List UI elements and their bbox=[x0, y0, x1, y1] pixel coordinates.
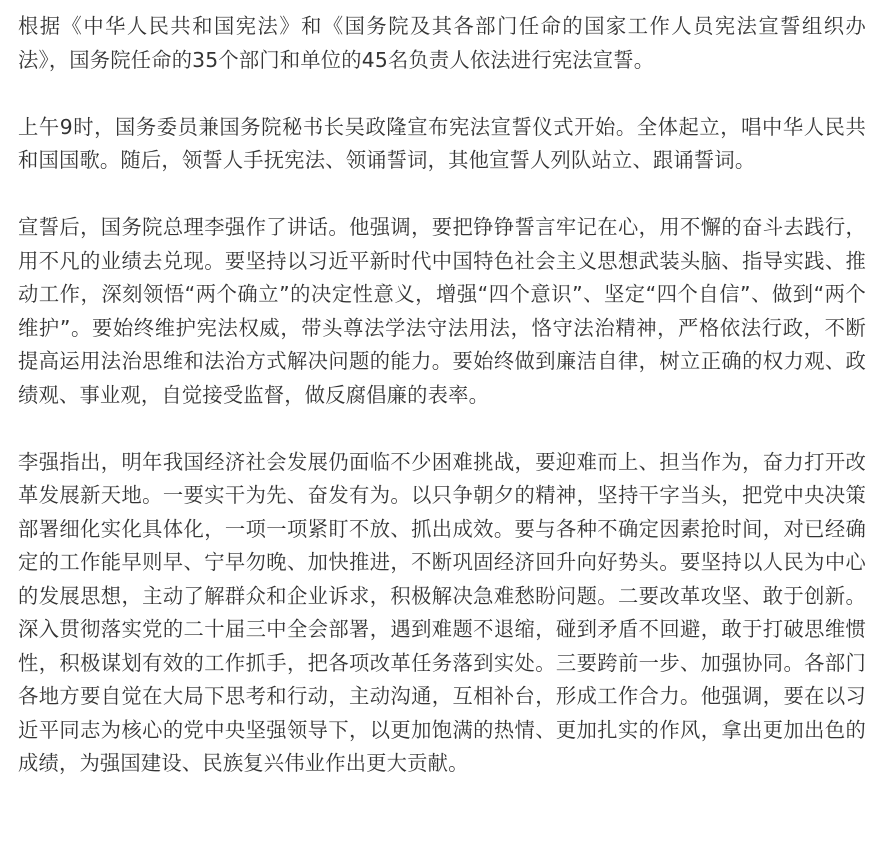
paragraph-premier-remarks: 李强指出，明年我国经济社会发展仍面临不少困难挑战，要迎难而上、担当作为，奋力打开改革发展新天地。一要实干为先、奋发有为。以只争朝夕的精神，坚持干字当头，把党中央决策部署细化实化具体化，一项一项紧盯不放、抓出成效。要与各种不确定因素抢时间，对已经确定的工作能早则早、宁早勿晚、加快推进，不断巩固经济回升向好势头。要坚持以人民为中心的发展思想，主动了解群众和企业诉求，积极解决急难愁盼问题。二要改革攻坚、敢于创新。深入贯彻落实党的二十届三中全会部署，遇到难题不退缩，碰到矛盾不回避，敢于打破思维惯性，积极谋划有效的工作抓手，把各项改革任务落到实处。三要跨前一步、加强协同。各部门各地方要自觉在大局下思考和行动，主动沟通，互相补台，形成工作合力。他强调，要在以习近平同志为核心的党中央坚强领导下，以更加饱满的热情、更加扎实的作风，拿出更加出色的成绩，为强国建设、民族复兴伟业作出更大贡献。 bbox=[18, 449, 866, 775]
paragraph-premier-speech: 宣誓后，国务院总理李强作了讲话。他强调，要把铮铮誓言牢记在心，用不懈的奋斗去践行，用不凡的业绩去兑现。要坚持以习近平新时代中国特色社会主义思想武装头脑、指导实践、推动工作，深刻领悟“两个确立”的决定性意义，增强“四个意识”、坚定“四个自信”、做到“两个维护”。要始终维护宪法权威，带头尊法学法守法用法，恪守法治精神，严格依法行政，不断提高运用法治思维和法治方式解决问题的能力。要始终做到廉洁自律，树立正确的权力观、政绩观、事业观，自觉接受监督，做反腐倡廉的表率。 bbox=[18, 215, 866, 407]
article-body bbox=[18, 10, 866, 781]
paragraph-ceremony: 上午9时，国务委员兼国务院秘书长吴政隆宣布宪法宣誓仪式开始。全体起立，唱中华人民共和国国歌。随后，领誓人手抚宪法、领诵誓词，其他宣誓人列队站立、跟诵誓词。 bbox=[18, 114, 866, 172]
paragraph-oath-basis: 根据《中华人民共和国宪法》和《国务院及其各部门任命的国家工作人员宪法宣誓组织办法》，国务院任命的35个部门和单位的45名负责人依法进行宪法宣誓。 bbox=[18, 14, 866, 72]
